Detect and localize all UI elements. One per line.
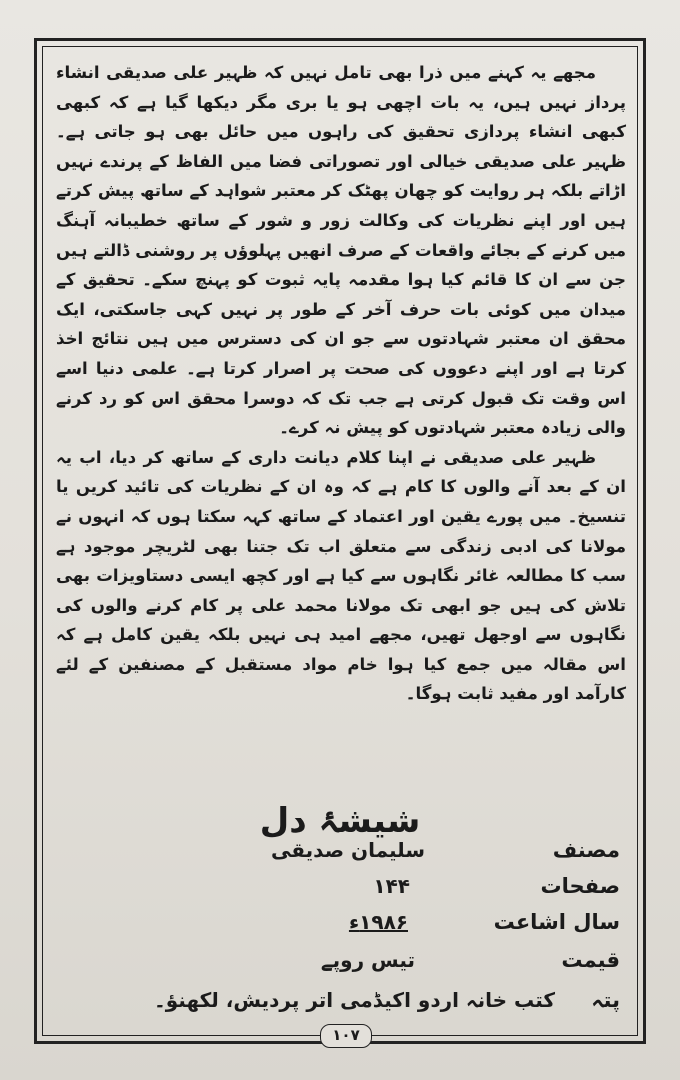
meta-value-price: تیس روپے [320,948,415,972]
meta-row-price [80,948,620,988]
meta-label-year: سال اشاعت [493,910,620,934]
meta-label-author: مصنف [552,838,620,862]
meta-row-pages [80,874,620,914]
meta-row-year [80,910,620,950]
meta-label-address: پتہ [591,988,620,1012]
meta-row-author [80,838,620,878]
paragraph-1: مجھے یہ کہنے میں ذرا بھی تامل نہیں کہ ظہیر علی صدیقی انشاء پرداز نہیں ہیں، یہ بات اچھی ہو یا بری مگر دیکھا گیا ہے کہ کبھی کبھی انشاء پردازی تحقیق کی راہوں میں حائل بھی ہو جاتی ہے۔ ظہیر علی صدیقی خیالی اور تصوراتی فضا میں الفاظ کے پرندے نہیں اڑاتے بلکہ ہر روایت کو چھان پھٹک کر معتبر شواہد کے ساتھ پیش کرتے ہیں اور اپنے نظریات کی وکالت زور و شور کے ساتھ خطیبانہ آہنگ میں کرنے کے بجائے واقعات کے صرف انھیں پہلوؤں پر روشنی ڈالتے ہیں جن سے ان کا قائم کیا ہوا مقدمہ پایہ ثبوت کو پہنچ سکے۔ تحقیق کے میدان میں کوئی بات حرف آخر کے طور پر نہیں کہی جاسکتی، ایک محقق ان معتبر شہادتوں سے جو ان کی دسترس میں ہیں نتائج اخذ کرتا ہے اور اپنے دعووں کی صحت پر اصرار کرتا ہے۔ علمی دنیا اسے اس وقت تک قبول کرتی ہے جب تک کہ دوسرا محقق اس کو رد کرنے والی زیادہ معتبر شہادتوں کو پیش نہ کرے۔ [56,63,626,438]
meta-value-author: سلیمان صدیقی [271,838,425,862]
paragraph-2: ظہیر علی صدیقی نے اپنا کلام دیانت داری کے ساتھ کر دیا، اب یہ ان کے بعد آنے والوں کا کام ہے کہ وہ ان کے نظریات کی تائید کریں یا تنسیخ۔ میں پورے یقین اور اعتماد کے ساتھ کہہ سکتا ہوں کہ انہوں نے مولانا کی ادبی زندگی سے متعلق اب تک جتنا بھی لٹریچر موجود ہے سب کا مطالعہ غائر نگاہوں سے کیا ہے اور کچھ ایسی دستاویزات بھی تلاش کی ہیں جو ابھی تک مولانا محمد علی پر کام کرنے والوں کی نگاہوں سے اوجھل تھیں، مجھے امید ہی نہیں بلکہ یقین کامل ہے کہ اس مقالہ میں جمع کیا ہوا خام مواد مستقبل کے مصنفین کے لئے کارآمد اور مفید ثابت ہوگا۔ [56,447,626,704]
meta-row-address [80,988,620,1028]
meta-label-price: قیمت [561,948,620,972]
meta-value-address: کتب خانہ اردو اکیڈمی اتر پردیش، لکھنؤ۔ [154,988,555,1012]
book-title: شیشۂ دل [259,801,421,841]
page-number: ۱۰۷ [320,1024,372,1048]
review-body-text [56,58,626,709]
meta-label-pages: صفحات [540,874,620,898]
meta-value-pages: ۱۴۴ [373,874,410,898]
meta-value-year: ۱۹۸۶ء [348,910,408,934]
